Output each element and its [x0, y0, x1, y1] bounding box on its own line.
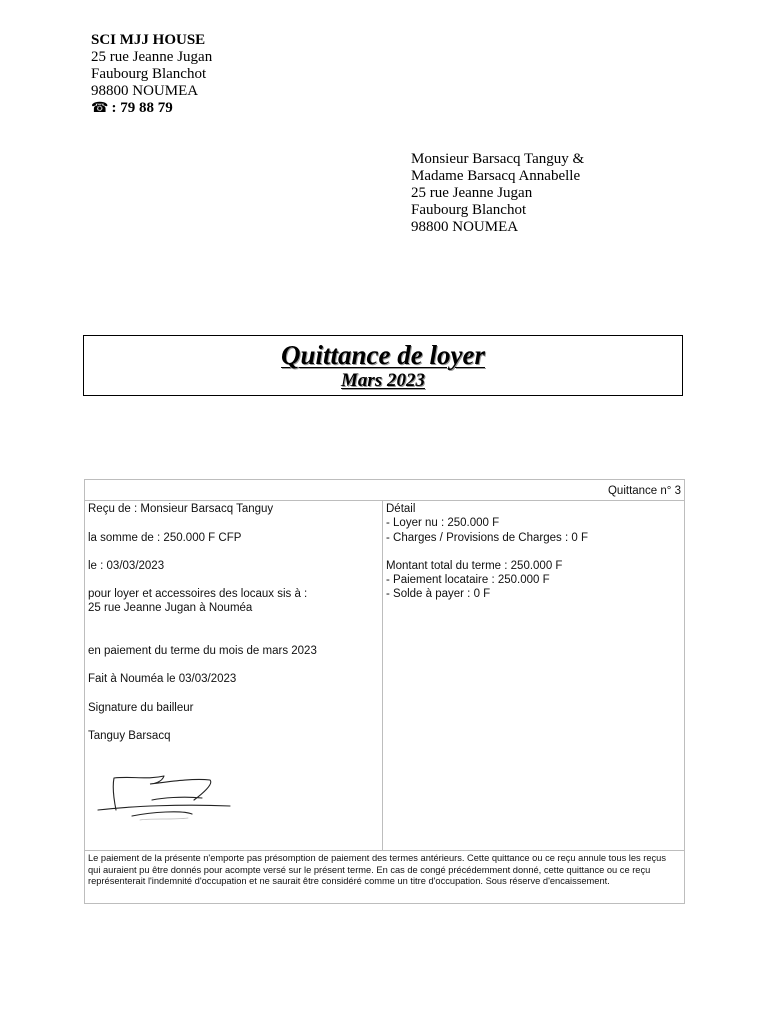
- detail-charges: - Charges / Provisions de Charges : 0 F: [386, 532, 588, 544]
- recipient-city: 98800 NOUMEA: [411, 219, 519, 235]
- sender-phone-line: [91, 100, 212, 117]
- detail-balance: - Solde à payer : 0 F: [386, 588, 491, 600]
- sender-street: 25 rue Jeanne Jugan: [91, 49, 213, 65]
- recipient-address-block: [411, 151, 584, 236]
- recipient-district: Faubourg Blanchot: [411, 202, 527, 218]
- payment-term: en paiement du terme du mois de mars 2023: [88, 645, 317, 657]
- receipt-number: Quittance n° 3: [607, 485, 681, 497]
- signatory: Tanguy Barsacq: [88, 730, 171, 742]
- received-from: Reçu de : Monsieur Barsacq Tanguy: [88, 503, 274, 515]
- premises-address: 25 rue Jeanne Jugan à Nouméa: [88, 602, 253, 614]
- divider: [382, 500, 383, 850]
- document-title: Quittance de loyer: [281, 340, 485, 370]
- divider: [85, 500, 684, 501]
- handwritten-signature: [92, 770, 232, 830]
- recipient-line-1: Monsieur Barsacq Tanguy &: [411, 151, 585, 167]
- receipt-date: le : 03/03/2023: [88, 560, 165, 572]
- detail-total: Montant total du terme : 250.000 F: [386, 560, 563, 572]
- receipt-table: [84, 479, 685, 904]
- title-box: [83, 335, 683, 396]
- premises-intro: pour loyer et accessoires des locaux sis à :: [88, 588, 308, 600]
- sender-city: 98800 NOUMEA: [91, 83, 199, 99]
- detail-rent: - Loyer nu : 250.000 F: [386, 517, 500, 529]
- sender-address-block: [91, 32, 212, 117]
- sender-phone: : 79 88 79: [111, 100, 173, 116]
- done-at: Fait à Nouméa le 03/03/2023: [88, 673, 237, 685]
- legal-notice: Le paiement de la présente n'emporte pas présomption de paiement des termes antérieurs. Cette quittance ou ce reçu annule tous les reçus qui auraient pu être donnés pour acompte versé sur le présent terme. En cas de congé précédemment donné, cette quittance ou ce reçu représenterait l'indemnité d'occupation et ne saurait être considéré comme un titre d'occupation. Sous réserve d'encaissement.: [88, 853, 667, 886]
- telephone-icon: ☎: [91, 101, 109, 116]
- document-period: Mars 2023: [341, 370, 425, 391]
- amount: la somme de : 250.000 F CFP: [88, 532, 242, 544]
- signature-label: Signature du bailleur: [88, 702, 194, 714]
- detail-heading: Détail: [386, 503, 416, 515]
- detail-tenant-payment: - Paiement locataire : 250.000 F: [386, 574, 550, 586]
- sender-name: SCI MJJ HOUSE: [91, 32, 206, 48]
- recipient-street: 25 rue Jeanne Jugan: [411, 185, 533, 201]
- divider: [85, 850, 684, 851]
- sender-district: Faubourg Blanchot: [91, 66, 207, 82]
- recipient-line-2: Madame Barsacq Annabelle: [411, 168, 581, 184]
